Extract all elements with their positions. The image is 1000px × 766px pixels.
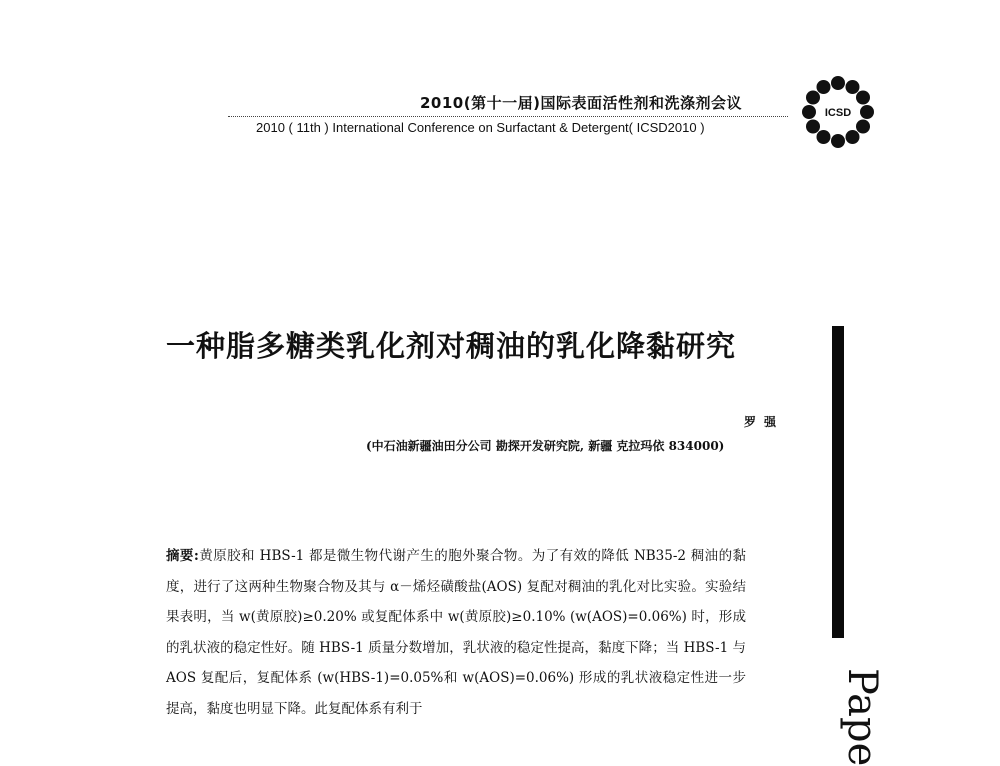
author-affiliation: (中石油新疆油田分公司 勘探开发研究院, 新疆 克拉玛依 834000) <box>366 439 725 453</box>
abstract <box>166 541 746 724</box>
icsd-logo <box>800 74 876 150</box>
author-name: 罗强 <box>744 415 785 429</box>
paper-title: 一种脂多糖类乳化剂对稠油的乳化降黏研究 <box>166 329 737 363</box>
sidebar-label: Pape <box>839 668 885 766</box>
conference-title-en: 2010 ( 11th ) International Conference on Surfactant & Detergent( ICSD2010 ) <box>256 120 705 135</box>
conference-title-cn: 2010(第十一届)国际表面活性剂和洗涤剂会议 <box>420 94 742 112</box>
logo-text: ICSD <box>824 107 852 119</box>
abstract-label: 摘要: <box>166 548 199 564</box>
abstract-body: 黄原胶和 HBS-1 都是微生物代谢产生的胞外聚合物。为了有效的降低 NB35-2 稠油的黏度，进行了这两种生物聚合物及其与 α－烯烃磺酸盐(AOS) 复配对稠油的乳化对比实验。实验结果表明，当 w(黄原胶)≥0.20% 或复配体系中 w(黄原胶)≥0.10% (w(AOS)=0.06%) 时，形成的乳状液的稳定性好。随 HBS-1 质量分数增加，乳状液的稳定性提高，黏度下降；当 HBS-1 与 AOS 复配后，复配体系 (w(HBS-1)=0.05%和 w(AOS)=0.06%) 形成的乳状液稳定性进一步提高，黏度也明显下降。此复配体系有利于 <box>166 548 746 717</box>
header-divider <box>228 116 788 117</box>
sidebar-bar <box>832 326 844 638</box>
